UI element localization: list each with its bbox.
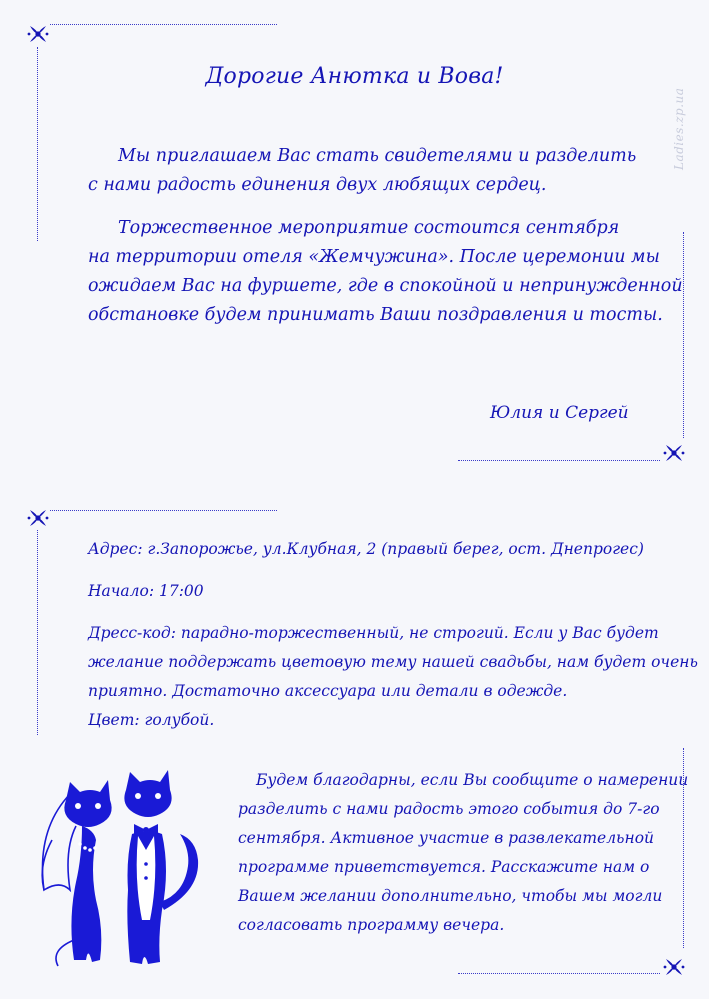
flourish-ornament-icon: [27, 507, 49, 529]
text-line: ожидаем Вас на фуршете, где в спокойной и непринужденной: [88, 276, 683, 296]
greeting-title: Дорогие Анютка и Вова!: [205, 64, 504, 89]
bottom-border-line: [458, 973, 660, 974]
dress-code: [88, 619, 698, 706]
address-line: Адрес: г.Запорожье, ул.Клубная, 2 (правый берег, ост. Днепрогес): [88, 540, 644, 558]
wedding-cats-illustration: [30, 770, 215, 975]
watermark: Ladies.zp.ua: [672, 87, 686, 170]
text-line: Мы приглашаем Вас стать свидетелями и разделить: [118, 146, 637, 166]
text-line: Вашем желании дополнительно, чтобы мы могли: [238, 887, 663, 905]
right-border-line: [683, 232, 684, 438]
bride-cat-body: [71, 826, 101, 962]
text-line: согласовать программу вечера.: [238, 916, 505, 934]
top-border-line: [50, 24, 277, 25]
signature: Юлия и Сергей: [490, 403, 629, 423]
top-border-line: [50, 510, 277, 511]
text-line: Торжественное мероприятие состоится сентября: [118, 218, 620, 238]
left-border-line: [37, 530, 38, 735]
bride-cat-head: [64, 780, 111, 827]
text-line: обстановке будем принимать Ваши поздравления и тосты.: [88, 305, 663, 325]
flourish-ornament-icon: [663, 956, 685, 978]
dress-color: Цвет: голубой.: [88, 711, 215, 729]
bottom-border-line: [458, 460, 660, 461]
invitation-paragraph-2: [88, 214, 683, 330]
rsvp-paragraph: [238, 766, 688, 940]
text-line: Будем благодарны, если Вы сообщите о намерении: [256, 771, 689, 789]
groom-cat-head: [124, 770, 171, 817]
flourish-ornament-icon: [663, 442, 685, 464]
text-line: приятно. Достаточно аксессуара или детали в одежде.: [88, 682, 568, 700]
bride-cat-tail: [56, 940, 74, 966]
start-time: Начало: 17:00: [88, 582, 204, 600]
flourish-ornament-icon: [27, 23, 49, 45]
text-line: желание поддержать цветовую тему нашей свадьбы, нам будет очень: [88, 653, 698, 671]
text-line: программе приветствуется. Расскажите нам о: [238, 858, 650, 876]
invitation-paragraph-1: [88, 142, 636, 200]
text-line: с нами радость единения двух любящих сердец.: [88, 175, 547, 195]
text-line: сентября. Активное участие в развлекательной: [238, 829, 655, 847]
text-line: разделить с нами радость этого события до 7-го: [238, 800, 660, 818]
text-line: Дресс-код: парадно-торжественный, не строгий. Если у Вас будет: [88, 624, 659, 642]
text-line: на территории отеля «Жемчужина». После церемонии мы: [88, 247, 660, 267]
